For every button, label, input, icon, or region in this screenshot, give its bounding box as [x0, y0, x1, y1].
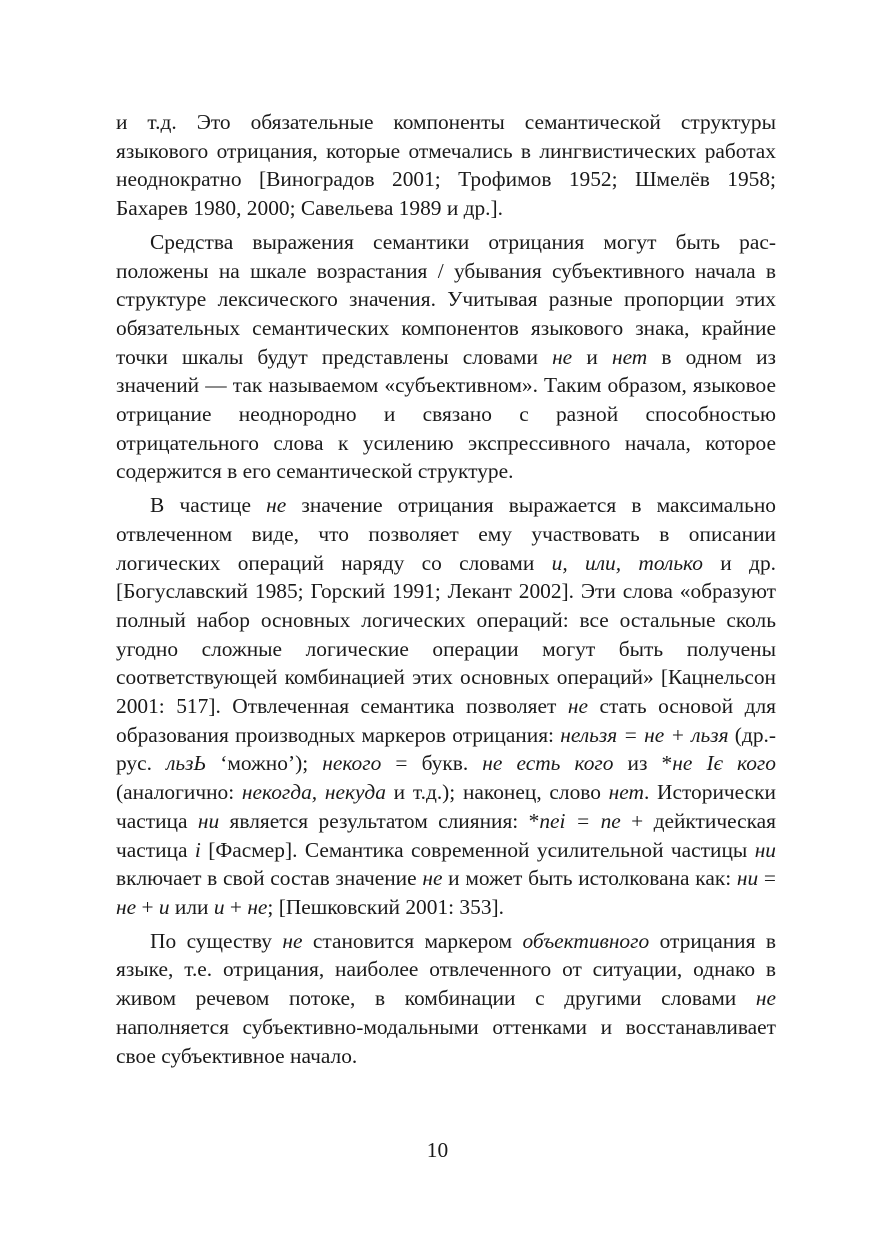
italic-term: ни	[197, 808, 220, 833]
text-run: стать основой для образования производных маркеров отрицания:	[116, 694, 776, 747]
italic-term: льзЬ	[166, 751, 207, 776]
italic-term: не	[116, 894, 137, 919]
text-run: в одном из значений — так называемом «субъективном». Таким образом, языковое отрицание неоднородно и связано с разной способностью отрицательного слова к усилению экспрессивного начала, которое содержится в его семантической структуре.	[116, 344, 776, 484]
text-run: и	[572, 344, 612, 369]
text-run: (др.-рус.	[116, 722, 776, 776]
paragraph-4	[116, 927, 776, 1071]
italic-term: нет	[611, 344, 648, 369]
text-run: +	[136, 894, 159, 919]
italic-term: не	[422, 866, 443, 891]
text-run: является результатом слияния: *	[219, 808, 540, 833]
text-run: + дейктическая частица	[116, 808, 776, 862]
italic-term: не Iє кого	[672, 751, 776, 776]
text-run: ; [Пешковский 2001: 353].	[267, 894, 504, 919]
paragraph-1	[116, 108, 776, 223]
paragraph-3	[116, 491, 776, 922]
italic-term: объективного	[522, 928, 650, 953]
text-run: +	[224, 894, 248, 919]
italic-term: и	[158, 894, 170, 919]
italic-term: не	[282, 928, 303, 953]
italic-term: не есть кого	[482, 751, 614, 776]
italic-term: не	[266, 493, 287, 518]
text-run: становится маркером	[302, 928, 523, 953]
italic-term: не	[755, 986, 776, 1011]
italic-term: и	[213, 894, 225, 919]
page-number: 10	[426, 1138, 449, 1162]
text-run: В частице	[150, 493, 267, 518]
italic-term: i	[194, 837, 201, 862]
italic-term: нельзя = не + льзя	[560, 722, 729, 747]
document-body	[116, 108, 776, 1075]
text-run: отрицания в языке, т.е. отрицания, наиболее отвлеченного от ситуации, однако в живом речевом потоке, в комбинации с другими словами	[116, 928, 776, 1011]
text-run: и др. [Богуславский 1985; Горский 1991; Лекант 2002]. Эти слова «образуют полный набор основных логических операций: все остальные сколь угодно сложные логические операции могут быть получены соответствующей комбинацией этих основных операций» [Кацнельсон 2001: 517]. Отвлеченная семантика позволяет	[116, 550, 776, 719]
italic-term: не	[552, 344, 573, 369]
text-run: включает в свой состав значение	[116, 866, 423, 891]
italic-term: некого	[322, 751, 382, 776]
text-run: =	[758, 866, 776, 891]
text-run: и т.д. Это обязательные компоненты семантической структуры языкового отрицания, которые отмечались в лингвистических работах неоднократно [Виноградов 2001; Трофимов 1952; Шмелёв 1958; Бахарев 1980, 2000; Савельева 1989 и др.].	[116, 110, 776, 221]
italic-term: nei = ne	[539, 808, 621, 833]
italic-term: нет	[608, 780, 644, 805]
text-run: значение отрицания выражается в максимально отвлеченном виде, что позволяет ему участвовать в описании логических операций наряду со словами	[116, 493, 776, 575]
italic-term: ни	[754, 837, 776, 862]
text-run: [Фасмер]. Семантика современной усилительной частицы	[200, 837, 755, 862]
text-run: или	[169, 894, 214, 919]
italic-term: и, или, только	[551, 550, 703, 575]
text-run: наполняется субъективно-модальными оттенками и восстанавливает свое субъективное начало.	[116, 1014, 776, 1068]
italic-term: не	[247, 894, 268, 919]
text-run: ‘можно’);	[206, 751, 323, 776]
text-run: = букв.	[381, 751, 483, 776]
italic-term: некогда, некуда	[241, 780, 386, 805]
text-run: из *	[613, 751, 673, 776]
italic-term: ни	[736, 866, 759, 891]
text-run: и может быть истолкована как:	[442, 866, 737, 891]
paragraph-2	[116, 228, 776, 486]
text-run: По существу	[150, 928, 283, 953]
text-run: и т.д.); наконец, слово	[385, 780, 609, 805]
italic-term: не	[567, 694, 588, 719]
text-run: Средства выражения семантики отрицания могут быть расположены на шкале возрастания / убывания субъективного начала в структуре лексического значения. Учитывая разные пропорции этих обязательных семантических компонентов языкового знака, крайние точки шкалы будут представлены словами	[116, 229, 776, 369]
text-run: . Исторически частица	[116, 780, 777, 833]
text-run: (аналогично:	[116, 780, 242, 805]
